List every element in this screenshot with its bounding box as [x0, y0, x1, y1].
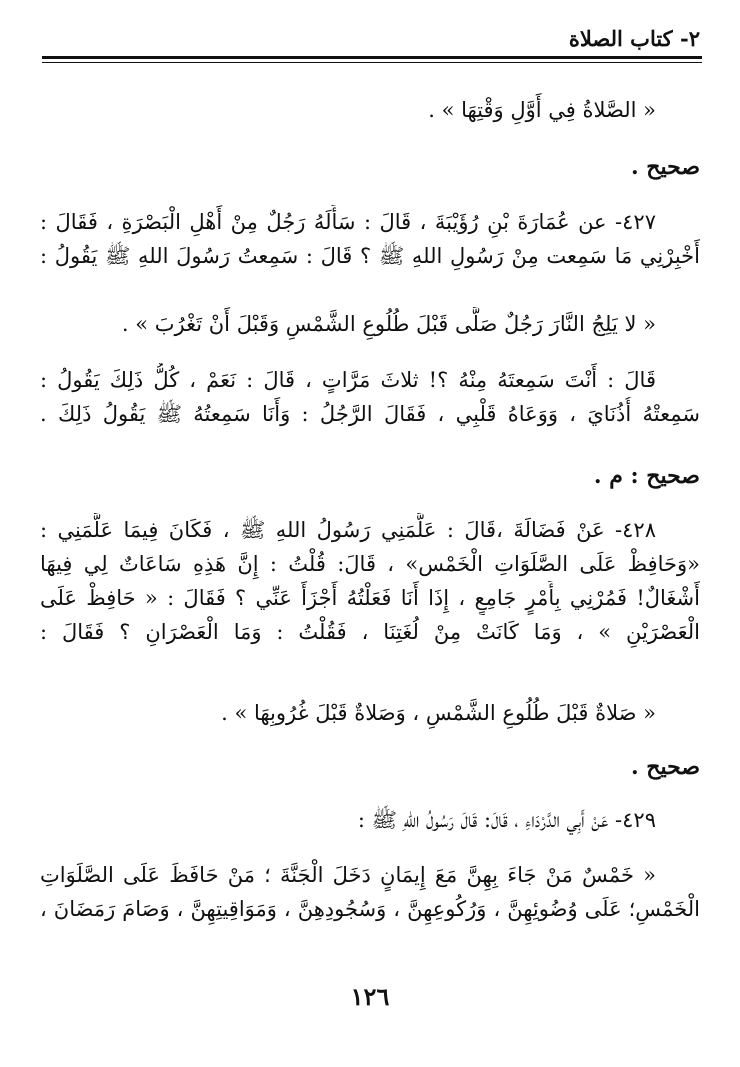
quote-427 — [40, 307, 700, 341]
grade-text: صحيح . — [630, 154, 700, 180]
hadith-428 — [40, 513, 700, 649]
text-line: أَشْغَالٌ! فَمُرْنِي بِأَمْرٍ جَامِعٍ ، إِذَا أَنَا فَعَلْتُهُ أَجْزَأَ عَنِّي ؟ فَقَالَ : « حَافِظْ عَلَى — [40, 586, 700, 610]
grade-label — [40, 150, 700, 184]
quote-428 — [40, 696, 700, 730]
header-rule-thick — [42, 56, 702, 59]
grade-text: صحيح . — [630, 754, 700, 780]
narration-427 — [40, 363, 700, 431]
hadith-427 — [40, 205, 700, 273]
grade-label — [40, 459, 700, 493]
text-line: الْخَمْسِ؛ عَلَى وُضُوئِهِنَّ ، وَرُكُوعِهِنَّ ، وَسُجُودِهِنَّ ، وَمَوَاقِيتِهِنَّ ، وَصَامَ رَمَضَانَ ، — [40, 897, 700, 921]
text-line: « الصَّلاةُ فِي أَوَّلِ وَقْتِهَا » . — [428, 98, 656, 122]
hadith-429 — [40, 803, 700, 837]
chapter-title: ٢- كتاب الصلاة — [568, 26, 700, 51]
quote-429 — [40, 858, 700, 926]
text-line: « خَمْسٌ مَنْ جَاءَ بِهِنَّ مَعَ إِيمَانٍ دَخَلَ الْجَنَّةَ ؛ مَنْ حَافَظَ عَلَى الصَّلَوَاتِ — [40, 863, 656, 887]
text-line: ٤٢٨- عَنْ فَضَالَةَ ،قَالَ : عَلَّمَنِي رَسُولُ اللهِ ﷺ ، فَكَانَ فِيمَا عَلَّمَنِي : — [40, 518, 656, 542]
running-header — [42, 18, 702, 60]
text-line: ٤٢٧- عن عُمَارَةَ بْنِ رُؤَيْبَةَ ، قَالَ : سَأَلَهُ رَجُلٌ مِنْ أَهْلِ الْبَصْرَةِ ، فَقَالَ : — [40, 210, 656, 234]
text-line: الْعَصْرَيْنِ » ، وَمَا كَانَتْ مِنْ لُغَتِنَا ، فَقُلْتُ : وَمَا الْعَصْرَانِ ؟ فَقَالَ : — [40, 620, 700, 644]
grade-text: صحيح : م . — [593, 463, 700, 489]
header-rule-thin — [42, 62, 702, 63]
grade-label — [40, 750, 700, 784]
text-line: « لا يَلِجُ النَّارَ رَجُلٌ صَلَّى قَبْلَ طُلُوعِ الشَّمْسِ وَقَبْلَ أَنْ تَغْرُبَ » . — [121, 312, 656, 336]
text-line: ٤٢٩- عَنْ أَبِي الدَّرْدَاءِ ، قَالَ: قَالَ رَسُولُ اللهِ ﷺ : — [357, 808, 656, 832]
text-line: سَمِعتْهُ أُذُنَايَ ، وَوَعَاهُ قَلْبِي ، فَقَالَ الرَّجُلُ : وَأَنَا سَمِعتُهُ ﷺ يَقُولُ ذَلِكَ . — [40, 402, 700, 426]
page-number: ١٢٦ — [350, 982, 390, 1011]
text-line: أَخْبِرْنِي مَا سَمِعت مِنْ رَسُولِ اللهِ ﷺ ؟ قَالَ : سَمِعتُ رَسُولَ اللهِ ﷺ يَقُولُ : — [40, 244, 700, 268]
text-line: قَالَ : أَنْتَ سَمِعتَهُ مِنْهُ ؟! ثلاثَ مَرَّاتٍ ، قَالَ : نَعَمْ ، كُلُّ ذَلِكَ يَقُولُ : — [40, 368, 656, 392]
text-line: « صَلاةٌ قَبْلَ طُلُوعِ الشَّمْسِ ، وَصَلاةٌ قَبْلَ غُرُوبِهَا » . — [221, 701, 656, 725]
quote-prayer-first-time — [40, 93, 700, 127]
text-line: «وَحَافِظْ عَلَى الصَّلَوَاتِ الْخَمْس» ، قَالَ: قُلْتُ : إِنَّ هَذِهِ سَاعَاتٌ لِي فِيهَا — [40, 552, 700, 576]
